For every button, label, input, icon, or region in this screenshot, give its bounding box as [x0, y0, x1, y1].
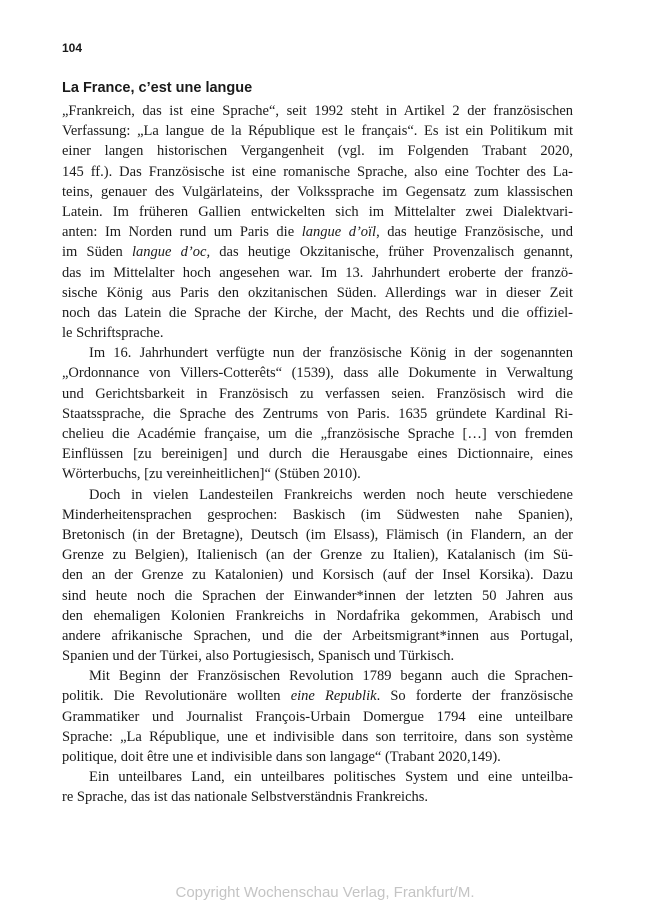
text-line: Mit Beginn der Französischen Revolution 1789 begann auch die Sprachen-: [89, 668, 573, 685]
text-line: sische König aus Paris den okzitanischen Süden. Allerdings war in dieser Zeit: [62, 284, 573, 301]
text-line: Minderheitensprachen gesprochen: Baskisch (im Südwesten nahe Spanien),: [62, 506, 573, 523]
text-line: „Frankreich, das ist eine Sprache“, seit 1992 steht in Artikel 2 der französischen: [62, 103, 573, 119]
text-line: einer langen historischen Vergangenheit (vgl. im Folgenden Trabant 2020,: [62, 143, 573, 160]
copyright-footer: Copyright Wochenschau Verlag, Frankfurt/M.: [175, 884, 475, 901]
text-line: „Ordonnance von Villers-Cotterêts“ (1539), dass alle Dokumente in Verwaltung: [62, 365, 573, 382]
page-number: 104: [62, 41, 83, 55]
text-line: Im 16. Jahrhundert verfügte nun der französische König in der sogenannten: [89, 345, 573, 362]
text-line: Spanien und der Türkei, also Portugiesisch, Spanisch und Türkisch.: [62, 648, 455, 665]
text-line: im Süden langue d’oc, das heutige Okzitanische, früher Provenzalisch genannt,: [62, 244, 573, 261]
text-line: andere afrikanische Sprachen, und die der Arbeitsmigrant*innen aus Portugal,: [62, 627, 573, 644]
text-line: anten: Im Norden rund um Paris die langue d’oïl, das heutige Französische, und: [62, 224, 573, 241]
text-line: Bretonisch (in der Bretagne), Deutsch (im Elsass), Flämisch (in Flandern, an der: [62, 526, 573, 543]
text-line: den an der Grenze zu Katalonien) und Korsisch (auf der Insel Korsika). Dazu: [62, 567, 573, 584]
text-line: Ein unteilbares Land, ein unteilbares politisches System und eine unteilba-: [89, 769, 573, 786]
text-line: Staatssprache, die Sprache des Zentrums von Paris. 1635 gründete Kardinal Ri-: [62, 405, 573, 422]
text-line: teins, genauer des Vulgärlateins, der Volkssprache im Gegensatz zum klassischen: [62, 183, 573, 200]
body-text: [62, 101, 573, 808]
text-line: Latein. Im früheren Gallien entwickelten sich im Mittelalter zwei Dialektvari-: [62, 203, 573, 220]
text-line: Wörterbuchs, [zu vereinheitlichen]“ (Stüben 2010).: [62, 466, 361, 483]
text-line: 145 ff.). Das Französische ist eine romanische Sprache, also eine Tochter des La-: [62, 163, 573, 180]
text-line: politique, doit être une et indivisible dans son langage“ (Trabant 2020,149).: [62, 749, 501, 765]
text-line: politik. Die Revolutionäre wollten eine Republik. So forderte der französische: [62, 688, 573, 705]
section-heading: La France, c’est une langue: [62, 80, 253, 96]
text-line: Verfassung: „La langue de la République est le français“. Es ist ein Politikum mit: [62, 123, 573, 140]
text-line: chelieu die Académie française, um die „französische Sprache […] von fremden: [62, 426, 573, 442]
text-line: Doch in vielen Landesteilen Frankreichs werden noch heute verschiedene: [89, 486, 573, 503]
text-line: re Sprache, das ist das nationale Selbstverständnis Frankreichs.: [62, 789, 429, 806]
text-line: Grenze zu Belgien), Italienisch (an der Grenze zu Italien), Katalanisch (im Sü-: [62, 547, 573, 564]
text-line: Einflüssen [zu bereinigen] und durch die Herausgabe eines Dictionnaire, eines: [62, 446, 573, 463]
text-line: noch das Latein die Sprache der Kirche, der Macht, des Rechts und die offiziel-: [62, 304, 573, 321]
text-line: den ehemaligen Kolonien Frankreichs in Nordafrika gekommen, Arabisch und: [62, 607, 573, 624]
text-line: Grammatiker und Journalist François-Urbain Domergue 1794 eine unteilbare: [62, 708, 573, 725]
text-line: le Schriftsprache.: [62, 325, 164, 342]
text-line: sind heute noch die Sprachen der Einwander*innen der letzten 50 Jahren aus: [62, 587, 573, 604]
text-line: und Gerichtsbarkeit in Französisch zu verfassen seien. Französisch wird die: [62, 385, 573, 402]
text-line: das im Mittelalter hoch angesehen war. Im 13. Jahrhundert eroberte der franzö-: [62, 264, 573, 281]
text-line: Sprache: „La République, une et indivisible dans son territoire, dans son système: [62, 728, 573, 745]
